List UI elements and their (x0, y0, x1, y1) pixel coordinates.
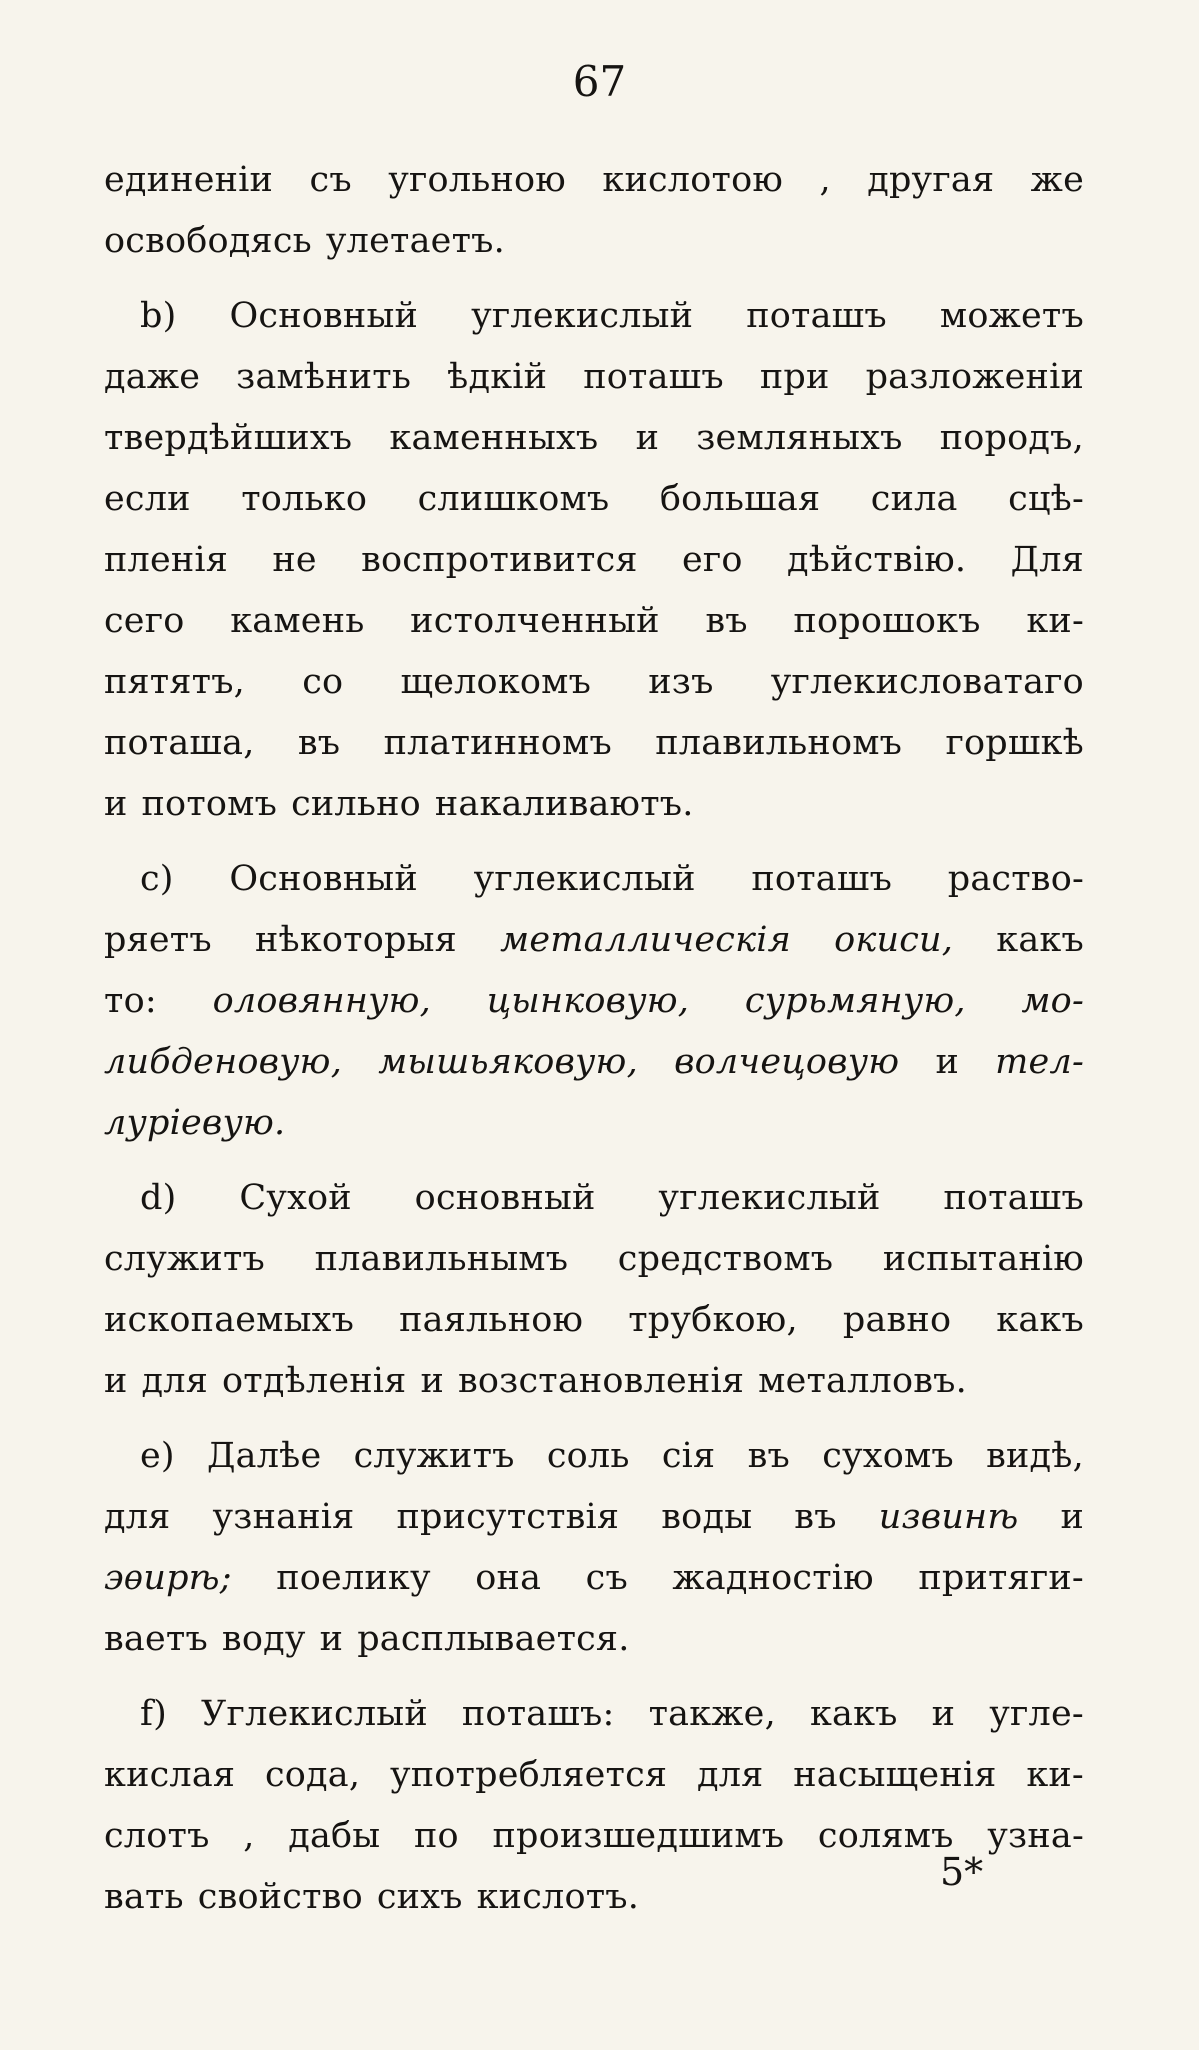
word: углекислый (473, 859, 696, 899)
word: мо- (1021, 981, 1084, 1021)
word: для (104, 1497, 171, 1537)
word: насыщенiя (793, 1755, 997, 1795)
text-line (104, 1806, 1084, 1867)
word: тел- (995, 1042, 1084, 1082)
word: служитъ (353, 1436, 515, 1476)
text-line (104, 910, 1084, 971)
word: по (414, 1816, 459, 1856)
word: улетаетъ. (325, 221, 505, 261)
text-line (104, 408, 1084, 469)
word: твердѣйшихъ (104, 418, 353, 458)
word: воспротивится (361, 540, 638, 580)
word: со (302, 662, 344, 702)
text-line (104, 1168, 1084, 1229)
word: большая (659, 479, 821, 519)
word: и (935, 1042, 959, 1082)
text-line (104, 1093, 1084, 1154)
text-line (104, 591, 1084, 652)
paragraph-gap (104, 1154, 1084, 1168)
word: плавильнымъ (314, 1239, 569, 1279)
text-line (104, 1351, 1084, 1412)
word: для (696, 1755, 764, 1795)
word: поташъ: (461, 1694, 615, 1734)
word: то: (104, 981, 157, 1021)
body-text (104, 150, 1084, 1928)
text-line (104, 774, 1084, 835)
word: , (819, 160, 831, 200)
word: Основный (229, 859, 418, 899)
word: вать (104, 1877, 184, 1917)
word: присутствiя (396, 1497, 620, 1537)
word: видѣ, (986, 1436, 1084, 1476)
word: каменныхъ (389, 418, 599, 458)
paragraph-gap (104, 272, 1084, 286)
text-line (104, 150, 1084, 211)
word: и (104, 784, 128, 824)
word: для (141, 1361, 208, 1401)
page-number: 67 (572, 57, 627, 106)
word: либденовую, (104, 1042, 343, 1082)
word: ваетъ (104, 1619, 208, 1659)
word: мышьяковую, (378, 1042, 638, 1082)
word: камень (230, 601, 365, 641)
word: Далѣе (207, 1436, 322, 1476)
word: накаливаютъ. (434, 784, 694, 824)
text-line (104, 1229, 1084, 1290)
word: сухомъ (822, 1436, 954, 1476)
word: d) (140, 1178, 177, 1218)
word: углекислый (471, 296, 694, 336)
word: e) (140, 1436, 175, 1476)
word: сила (870, 479, 958, 519)
word: Сухой (239, 1178, 352, 1218)
word: ряетъ (104, 920, 212, 960)
word: и (104, 1361, 128, 1401)
text-line (104, 347, 1084, 408)
text-line (104, 971, 1084, 1032)
word: основный (414, 1178, 596, 1218)
word: слишкомъ (417, 479, 610, 519)
word: поелику (276, 1558, 431, 1598)
text-line (104, 469, 1084, 530)
word: сурьмяную, (744, 981, 966, 1021)
word: съ (585, 1558, 628, 1598)
word: и (319, 1619, 344, 1659)
word: поташъ (583, 357, 724, 397)
word: можетъ (939, 296, 1084, 336)
paragraph-gap (104, 1670, 1084, 1684)
word: служитъ (104, 1239, 265, 1279)
word: пленiя (104, 540, 229, 580)
word: въ (297, 723, 341, 763)
word: свойство (197, 1877, 363, 1917)
word: его (681, 540, 743, 580)
text-line (104, 849, 1084, 910)
word: произшедшимъ (492, 1816, 785, 1856)
word: металловъ. (758, 1361, 967, 1401)
word: раство- (947, 859, 1084, 899)
word: углекислый (658, 1178, 881, 1218)
word: дабы (288, 1816, 381, 1856)
text-line (104, 1684, 1084, 1745)
word: другая (867, 160, 995, 200)
word: ископаемыхъ (104, 1300, 355, 1340)
word: при (759, 357, 830, 397)
word: Основный (229, 296, 419, 336)
word: порошокъ (793, 601, 981, 641)
word: сiя (661, 1436, 716, 1476)
text-line (104, 1032, 1084, 1093)
word: воды (661, 1497, 753, 1537)
word: испытанiю (882, 1239, 1084, 1279)
word: ки- (1026, 601, 1084, 641)
word: ки- (1026, 1755, 1084, 1795)
word: f) (140, 1694, 168, 1734)
word: также, (648, 1694, 776, 1734)
word: нѣкоторыя (255, 920, 457, 960)
word: воду (221, 1619, 306, 1659)
word: извинѣ (878, 1497, 1019, 1537)
word: солямъ (817, 1816, 954, 1856)
word: эѳирѣ; (104, 1558, 232, 1598)
text-line (104, 1745, 1084, 1806)
text-line (104, 1487, 1084, 1548)
word: узна- (987, 1816, 1084, 1856)
word: ѣдкiй (447, 357, 548, 397)
word: поташъ (943, 1178, 1084, 1218)
word: въ (705, 601, 748, 641)
word: и (1060, 1497, 1084, 1537)
text-line (104, 530, 1084, 591)
word: цынковую, (486, 981, 690, 1021)
word: c) (140, 859, 174, 899)
word: кислая (104, 1755, 236, 1795)
word: употребляется (389, 1755, 668, 1795)
word: , (243, 1816, 255, 1856)
word: разложенiи (865, 357, 1084, 397)
word: возстановленiя (457, 1361, 745, 1401)
word: оловянную, (212, 981, 431, 1021)
word: только (241, 479, 368, 519)
word: платинномъ (383, 723, 612, 763)
word: изъ (648, 662, 714, 702)
word: Углекислый (201, 1694, 428, 1734)
text-line (104, 652, 1084, 713)
word: кислотою (602, 160, 784, 200)
word: горшкѣ (945, 723, 1084, 763)
word: и (931, 1694, 956, 1734)
text-line (104, 713, 1084, 774)
word: поташа, (104, 723, 255, 763)
word: лурiевую. (104, 1103, 286, 1143)
text-line (104, 1867, 1084, 1928)
word: если (104, 479, 191, 519)
word: узнанiя (212, 1497, 355, 1537)
word: единенiи (104, 160, 274, 200)
word: средствомъ (617, 1239, 834, 1279)
word: металлическiя (500, 920, 791, 960)
word: какъ (809, 1694, 898, 1734)
word: трубкою, (628, 1300, 798, 1340)
word: пятятъ, (104, 662, 246, 702)
word: угольною (388, 160, 566, 200)
text-line (104, 1609, 1084, 1670)
word: щелокомъ (400, 662, 592, 702)
word: b) (140, 296, 177, 336)
word: кислотъ. (476, 1877, 640, 1917)
paragraph-gap (104, 835, 1084, 849)
word: сильно (291, 784, 421, 824)
word: углекисловатаго (770, 662, 1084, 702)
word: равно (842, 1300, 952, 1340)
word: жадностiю (672, 1558, 874, 1598)
word: сцѣ- (1008, 479, 1084, 519)
word: сего (104, 601, 185, 641)
word: въ (794, 1497, 837, 1537)
word: какъ (996, 1300, 1084, 1340)
word: дѣйствiю. (787, 540, 967, 580)
word: притяги- (918, 1558, 1084, 1598)
paragraph-gap (104, 1412, 1084, 1426)
word: не (272, 540, 317, 580)
word: истолченный (410, 601, 660, 641)
word: и (420, 1361, 444, 1401)
word: же (1030, 160, 1084, 200)
word: Для (1010, 540, 1084, 580)
word: поташъ (746, 296, 887, 336)
word: сода, (264, 1755, 361, 1795)
word: съ (309, 160, 352, 200)
text-line (104, 1548, 1084, 1609)
word: расплывается. (357, 1619, 630, 1659)
word: потомъ (141, 784, 278, 824)
word: отдѣленiя (222, 1361, 407, 1401)
text-line (104, 286, 1084, 347)
word: слотъ (104, 1816, 210, 1856)
word: земляныхъ (696, 418, 903, 458)
word: замѣнить (236, 357, 412, 397)
word: паяльною (399, 1300, 584, 1340)
word: окиси, (834, 920, 954, 960)
word: даже (104, 357, 201, 397)
word: въ (747, 1436, 790, 1476)
word: она (475, 1558, 542, 1598)
signature-mark: 5* (940, 1850, 984, 1894)
word: соль (546, 1436, 630, 1476)
text-line (104, 211, 1084, 272)
word: поташъ (751, 859, 893, 899)
text-line (104, 1426, 1084, 1487)
word: и (635, 418, 660, 458)
word: сихъ (376, 1877, 463, 1917)
word: угле- (989, 1694, 1084, 1734)
word: волчецовую (674, 1042, 900, 1082)
word: плавильномъ (655, 723, 903, 763)
word: какъ (996, 920, 1084, 960)
word: освободясь (104, 221, 312, 261)
text-line (104, 1290, 1084, 1351)
word: породъ, (939, 418, 1084, 458)
